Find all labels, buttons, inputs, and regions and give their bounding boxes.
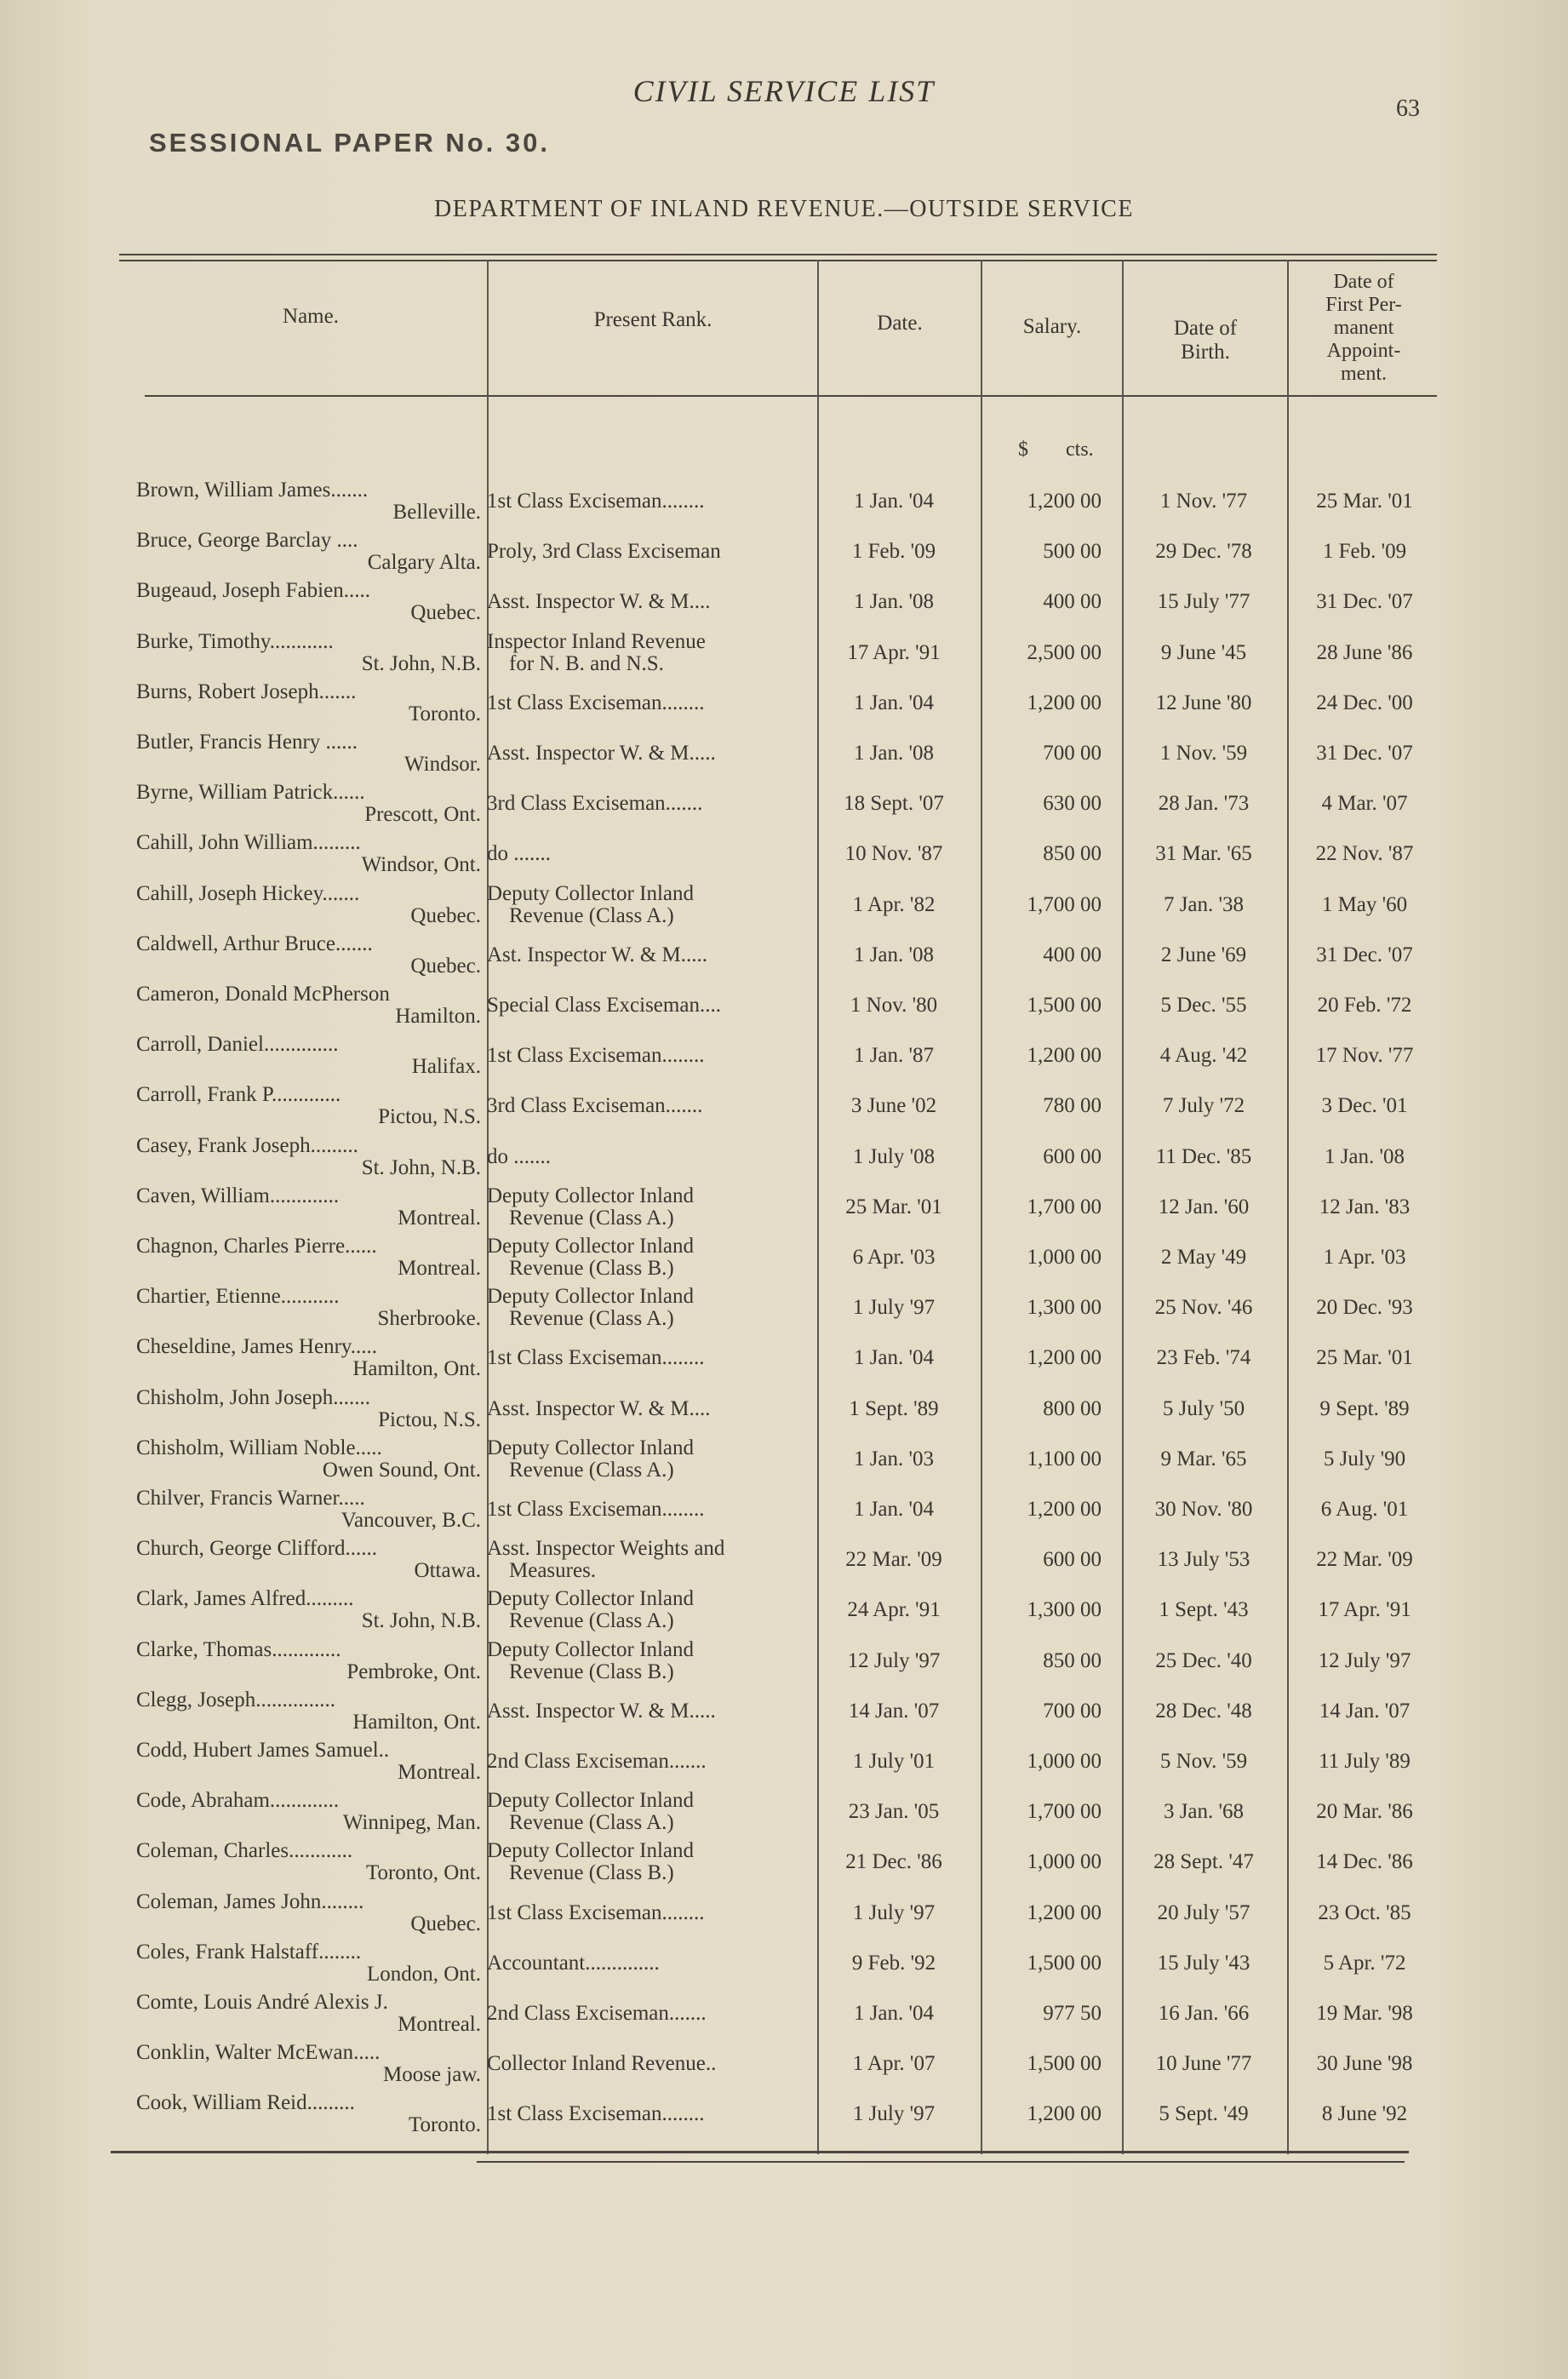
table-row xyxy=(0,1183,1568,1232)
rank-date: 1 July '97 xyxy=(852,2102,936,2126)
first-appointment-date: 12 Jan. '83 xyxy=(1319,1195,1411,1218)
present-rank: 1st Class Exciseman........ xyxy=(487,1498,705,1521)
employee-name: Casey, Frank Joseph......... xyxy=(136,1133,358,1157)
salary: 1,300 00 xyxy=(1027,1598,1102,1622)
first-appointment-date: 1 May '60 xyxy=(1321,892,1408,916)
employee-location: Montreal. xyxy=(398,1257,481,1280)
first-appointment-date: 19 Mar. '98 xyxy=(1316,2002,1413,2025)
present-rank: Deputy Collector Inland xyxy=(487,1285,694,1309)
rank-date: 22 Mar. '09 xyxy=(845,1548,942,1572)
rank-date: 1 Jan. '08 xyxy=(853,742,935,765)
header-bottom-rule xyxy=(145,395,1437,397)
employee-location: Pictou, N.S. xyxy=(378,1105,481,1129)
column-header-first-line: ment. xyxy=(1341,363,1387,385)
date-of-birth: 9 June '45 xyxy=(1160,640,1247,664)
employee-location: Prescott, Ont. xyxy=(364,803,481,827)
first-appointment-date: 23 Oct. '85 xyxy=(1318,1900,1411,1924)
bottom-rule xyxy=(111,2151,1409,2153)
present-rank: 3rd Class Exciseman....... xyxy=(487,1094,703,1118)
column-header-first-line: manent xyxy=(1333,317,1394,339)
rank-date: 1 Jan. '87 xyxy=(853,1044,935,1068)
employee-location: Quebec. xyxy=(410,954,481,977)
rank-date: 1 July '97 xyxy=(852,1296,936,1320)
present-rank: Asst. Inspector W. & M.... xyxy=(487,590,711,614)
employee-name: Chisholm, John Joseph....... xyxy=(136,1385,371,1409)
employee-location: Toronto, Ont. xyxy=(365,1861,481,1885)
present-rank-continued: Revenue (Class A.) xyxy=(509,1307,674,1331)
first-appointment-date: 17 Apr. '91 xyxy=(1318,1598,1411,1622)
employee-name: Chisholm, William Noble..... xyxy=(136,1436,382,1459)
date-of-birth: 7 Jan. '38 xyxy=(1163,892,1245,916)
column-header-first-line: Date of xyxy=(1333,271,1394,293)
column-header-first-line: First Per- xyxy=(1325,294,1402,316)
employee-name: Carroll, Frank P............. xyxy=(136,1083,341,1107)
column-header-date: Date. xyxy=(877,312,923,335)
employee-location: Toronto. xyxy=(408,2113,481,2137)
date-of-birth: 9 Mar. '65 xyxy=(1160,1447,1247,1470)
present-rank-continued: Measures. xyxy=(509,1559,597,1583)
table-row xyxy=(0,1737,1568,1786)
employee-name: Byrne, William Patrick...... xyxy=(136,781,365,805)
employee-location: St. John, N.B. xyxy=(361,651,481,675)
employee-name: Chartier, Etienne........... xyxy=(136,1285,340,1309)
salary: 1,000 00 xyxy=(1027,1750,1102,1773)
rank-date: 1 Apr. '82 xyxy=(852,892,936,916)
rank-date: 18 Sept. '07 xyxy=(844,792,944,816)
salary: 2,500 00 xyxy=(1027,640,1102,664)
first-appointment-date: 31 Dec. '07 xyxy=(1316,742,1413,765)
date-of-birth: 29 Dec. '78 xyxy=(1155,540,1252,564)
rank-date: 1 Jan. '04 xyxy=(853,1498,935,1521)
rank-date: 1 July '08 xyxy=(852,1144,936,1168)
rank-date: 10 Nov. '87 xyxy=(844,842,943,866)
rank-date: 1 Jan. '04 xyxy=(853,490,935,513)
table-row xyxy=(0,2090,1568,2139)
table-row xyxy=(0,577,1568,627)
employee-name: Burke, Timothy............ xyxy=(136,629,334,653)
salary: 600 00 xyxy=(1043,1144,1102,1168)
date-of-birth: 23 Feb. '74 xyxy=(1156,1346,1251,1370)
table-row xyxy=(0,1535,1568,1585)
present-rank-continued: Revenue (Class A.) xyxy=(509,1458,674,1482)
present-rank: 1st Class Exciseman........ xyxy=(487,1900,705,1924)
cents-label: cts. xyxy=(1066,439,1094,461)
date-of-birth: 1 Nov. '77 xyxy=(1159,490,1248,513)
table-row xyxy=(0,981,1568,1030)
date-of-birth: 13 July '53 xyxy=(1157,1548,1250,1572)
date-of-birth: 1 Sept. '43 xyxy=(1159,1598,1249,1622)
salary: 1,700 00 xyxy=(1027,892,1102,916)
employee-name: Codd, Hubert James Samuel.. xyxy=(136,1739,390,1762)
date-of-birth: 5 Dec. '55 xyxy=(1160,994,1247,1017)
present-rank: Asst. Inspector W. & M..... xyxy=(487,1699,716,1723)
employee-name: Comte, Louis André Alexis J. xyxy=(136,1991,388,2014)
rank-date: 17 Apr. '91 xyxy=(847,640,941,664)
salary: 977 50 xyxy=(1043,2002,1102,2025)
present-rank-continued: Revenue (Class B.) xyxy=(509,1861,674,1885)
employee-location: Quebec. xyxy=(410,903,481,927)
rank-date: 25 Mar. '01 xyxy=(845,1195,942,1218)
salary: 1,500 00 xyxy=(1027,1951,1102,1975)
first-appointment-date: 4 Mar. '07 xyxy=(1321,792,1408,816)
first-appointment-date: 14 Dec. '86 xyxy=(1316,1850,1413,1874)
column-header-birth xyxy=(1124,317,1287,364)
date-of-birth: 7 July '72 xyxy=(1162,1094,1245,1118)
present-rank-continued: Revenue (Class A.) xyxy=(509,1811,674,1835)
date-of-birth: 12 June '80 xyxy=(1155,691,1252,714)
rank-date: 1 July '97 xyxy=(852,1900,936,1924)
table-row xyxy=(0,1132,1568,1182)
present-rank: Deputy Collector Inland xyxy=(487,1587,694,1611)
employee-location: Belleville. xyxy=(392,501,481,524)
employee-location: Hamilton, Ont. xyxy=(352,1357,481,1381)
first-appointment-date: 31 Dec. '07 xyxy=(1316,943,1413,966)
present-rank: Deputy Collector Inland xyxy=(487,881,694,905)
table-row xyxy=(0,1485,1568,1534)
column-header-first-line: Appoint- xyxy=(1326,340,1401,362)
employee-name: Brown, William James....... xyxy=(136,479,369,502)
rank-date: 1 July '01 xyxy=(852,1750,936,1773)
employee-name: Cahill, John William......... xyxy=(136,831,361,855)
date-of-birth: 28 Sept. '47 xyxy=(1153,1850,1254,1874)
first-appointment-date: 1 Jan. '08 xyxy=(1324,1144,1405,1168)
table-row xyxy=(0,1989,1568,2038)
present-rank: Deputy Collector Inland xyxy=(487,1789,694,1813)
first-appointment-date: 20 Dec. '93 xyxy=(1316,1296,1413,1320)
employee-name: Clarke, Thomas............. xyxy=(136,1637,341,1661)
date-of-birth: 2 May '49 xyxy=(1160,1246,1247,1269)
present-rank: 1st Class Exciseman........ xyxy=(487,1044,705,1068)
rank-date: 12 July '97 xyxy=(847,1648,941,1672)
first-appointment-date: 1 Apr. '03 xyxy=(1323,1246,1406,1269)
bottom-rule-second xyxy=(477,2161,1405,2163)
present-rank: Deputy Collector Inland xyxy=(487,1839,694,1863)
present-rank: Asst. Inspector W. & M.... xyxy=(487,1396,711,1420)
table-row xyxy=(0,880,1568,930)
salary: 1,100 00 xyxy=(1027,1447,1102,1470)
salary: 1,200 00 xyxy=(1027,490,1102,513)
salary: 1,500 00 xyxy=(1027,2052,1102,2076)
rank-date: 1 Nov. '80 xyxy=(850,994,938,1017)
date-of-birth: 31 Mar. '65 xyxy=(1155,842,1252,866)
first-appointment-date: 8 June '92 xyxy=(1321,2102,1408,2126)
employee-name: Bruce, George Barclay .... xyxy=(136,529,358,553)
present-rank: do ....... xyxy=(487,842,551,866)
present-rank: Deputy Collector Inland xyxy=(487,1184,694,1207)
rank-date: 1 Feb. '09 xyxy=(851,540,936,564)
present-rank-continued: Revenue (Class A.) xyxy=(509,903,674,927)
date-of-birth: 12 Jan. '60 xyxy=(1158,1195,1250,1218)
first-appointment-date: 6 Aug. '01 xyxy=(1320,1498,1409,1521)
employee-location: Sherbrooke. xyxy=(377,1307,481,1331)
employee-location: Montreal. xyxy=(398,1761,481,1784)
present-rank: 2nd Class Exciseman....... xyxy=(487,2002,707,2025)
salary: 500 00 xyxy=(1043,540,1102,564)
salary: 700 00 xyxy=(1043,742,1102,765)
salary: 700 00 xyxy=(1043,1699,1102,1723)
date-of-birth: 5 Nov. '59 xyxy=(1159,1750,1248,1773)
table-row xyxy=(0,527,1568,576)
first-appointment-date: 1 Feb. '09 xyxy=(1322,540,1407,564)
salary: 1,200 00 xyxy=(1027,1044,1102,1068)
table-row xyxy=(0,1787,1568,1837)
present-rank: 3rd Class Exciseman....... xyxy=(487,792,703,816)
present-rank-continued: Revenue (Class B.) xyxy=(509,1660,674,1683)
employee-location: Toronto. xyxy=(408,702,481,725)
salary: 1,700 00 xyxy=(1027,1800,1102,1824)
rank-date: 1 Jan. '03 xyxy=(853,1447,935,1470)
rank-date: 23 Jan. '05 xyxy=(848,1800,940,1824)
employee-location: Quebec. xyxy=(410,1912,481,1935)
salary: 850 00 xyxy=(1043,842,1102,866)
salary: 1,200 00 xyxy=(1027,1900,1102,1924)
top-rule-second xyxy=(119,260,1437,261)
employee-name: Caldwell, Arthur Bruce....... xyxy=(136,932,373,955)
employee-location: Ottawa. xyxy=(414,1559,481,1583)
column-header-birth-line: Date of xyxy=(1173,317,1238,340)
present-rank: 1st Class Exciseman........ xyxy=(487,2102,705,2126)
employee-name: Burns, Robert Joseph....... xyxy=(136,679,357,703)
date-of-birth: 15 July '43 xyxy=(1157,1951,1250,1975)
present-rank: 1st Class Exciseman........ xyxy=(487,1346,705,1370)
table-row xyxy=(0,1435,1568,1484)
employee-name: Caven, William............. xyxy=(136,1184,340,1207)
employee-location: Winnipeg, Man. xyxy=(342,1811,481,1835)
first-appointment-date: 5 July '90 xyxy=(1323,1447,1406,1470)
salary: 800 00 xyxy=(1043,1396,1102,1420)
table-row xyxy=(0,1837,1568,1887)
employee-name: Butler, Francis Henry ...... xyxy=(136,731,358,754)
table-row xyxy=(0,1585,1568,1635)
rank-date: 1 Jan. '04 xyxy=(853,1346,935,1370)
table-row xyxy=(0,1283,1568,1333)
salary: 1,200 00 xyxy=(1027,1498,1102,1521)
present-rank: Collector Inland Revenue.. xyxy=(487,2052,717,2076)
date-of-birth: 5 Sept. '49 xyxy=(1159,2102,1249,2126)
present-rank: 1st Class Exciseman........ xyxy=(487,691,705,714)
first-appointment-date: 28 June '86 xyxy=(1316,640,1413,664)
date-of-birth: 4 Aug. '42 xyxy=(1159,1044,1248,1068)
sessional-paper-label: SESSIONAL PAPER No. 30. xyxy=(149,128,550,158)
present-rank-continued: Revenue (Class A.) xyxy=(509,1206,674,1230)
date-of-birth: 30 Nov. '80 xyxy=(1154,1498,1253,1521)
rank-date: 1 Jan. '04 xyxy=(853,2002,935,2025)
salary: 1,700 00 xyxy=(1027,1195,1102,1218)
dollar-label: $ xyxy=(1018,439,1028,461)
salary: 1,200 00 xyxy=(1027,2102,1102,2126)
present-rank: Deputy Collector Inland xyxy=(487,1235,694,1258)
rank-date: 1 Sept. '89 xyxy=(849,1396,939,1420)
present-rank: Accountant.............. xyxy=(487,1951,660,1975)
present-rank-continued: Revenue (Class B.) xyxy=(509,1257,674,1280)
rank-date: 14 Jan. '07 xyxy=(848,1699,940,1723)
column-header-first-appointment xyxy=(1289,271,1439,386)
first-appointment-date: 20 Feb. '72 xyxy=(1317,994,1412,1017)
first-appointment-date: 3 Dec. '01 xyxy=(1321,1094,1408,1118)
salary: 850 00 xyxy=(1043,1648,1102,1672)
first-appointment-date: 9 Sept. '89 xyxy=(1319,1396,1410,1420)
employee-name: Clark, James Alfred......... xyxy=(136,1587,354,1611)
salary: 600 00 xyxy=(1043,1548,1102,1572)
first-appointment-date: 20 Mar. '86 xyxy=(1316,1800,1413,1824)
date-of-birth: 15 July '77 xyxy=(1157,590,1250,614)
salary: 1,300 00 xyxy=(1027,1296,1102,1320)
employee-name: Conklin, Walter McEwan..... xyxy=(136,2041,381,2065)
table-row xyxy=(0,1031,1568,1081)
employee-location: Hamilton, Ont. xyxy=(352,1710,481,1734)
table-row xyxy=(0,628,1568,678)
date-of-birth: 5 July '50 xyxy=(1162,1396,1245,1420)
employee-name: Cook, William Reid......... xyxy=(136,2091,355,2115)
table-row xyxy=(0,1384,1568,1434)
salary: 1,000 00 xyxy=(1027,1246,1102,1269)
salary: 1,200 00 xyxy=(1027,691,1102,714)
table-row xyxy=(0,1081,1568,1131)
table-row xyxy=(0,1939,1568,1988)
table-row xyxy=(0,1687,1568,1736)
rank-date: 9 Feb. '92 xyxy=(851,1951,936,1975)
employee-name: Cahill, Joseph Hickey....... xyxy=(136,881,360,905)
first-appointment-date: 31 Dec. '07 xyxy=(1316,590,1413,614)
table-row xyxy=(0,1637,1568,1686)
first-appointment-date: 11 July '89 xyxy=(1319,1750,1411,1773)
rank-date: 24 Apr. '91 xyxy=(847,1598,941,1622)
rank-date: 1 Apr. '07 xyxy=(852,2052,936,2076)
first-appointment-date: 22 Mar. '09 xyxy=(1316,1548,1413,1572)
employee-location: Halifax. xyxy=(411,1055,481,1079)
employee-name: Chilver, Francis Warner..... xyxy=(136,1487,365,1510)
present-rank: Asst. Inspector Weights and xyxy=(487,1537,725,1561)
employee-location: Montreal. xyxy=(398,2013,481,2036)
rank-date: 1 Jan. '08 xyxy=(853,943,935,966)
first-appointment-date: 22 Nov. '87 xyxy=(1315,842,1414,866)
salary: 780 00 xyxy=(1043,1094,1102,1118)
first-appointment-date: 14 Jan. '07 xyxy=(1319,1699,1411,1723)
employee-name: Carroll, Daniel.............. xyxy=(136,1033,339,1057)
date-of-birth: 10 June '77 xyxy=(1155,2052,1252,2076)
department-heading: DEPARTMENT OF INLAND REVENUE.—OUTSIDE SERVICE xyxy=(434,196,1134,222)
salary: 400 00 xyxy=(1043,943,1102,966)
column-header-birth-line: Birth. xyxy=(1181,341,1230,364)
rank-date: 21 Dec. '86 xyxy=(845,1850,942,1874)
employee-name: Code, Abraham............. xyxy=(136,1789,340,1813)
present-rank: 1st Class Exciseman........ xyxy=(487,490,705,513)
column-header-name: Name. xyxy=(283,305,339,328)
present-rank: Deputy Collector Inland xyxy=(487,1436,694,1459)
employee-location: Calgary Alta. xyxy=(367,551,481,575)
column-header-salary: Salary. xyxy=(1022,315,1082,338)
employee-name: Clegg, Joseph............... xyxy=(136,1688,336,1711)
first-appointment-date: 5 Apr. '72 xyxy=(1323,1951,1406,1975)
date-of-birth: 3 Jan. '68 xyxy=(1163,1800,1245,1824)
date-of-birth: 25 Nov. '46 xyxy=(1154,1296,1253,1320)
date-of-birth: 25 Dec. '40 xyxy=(1155,1648,1252,1672)
first-appointment-date: 30 June '98 xyxy=(1316,2052,1413,2076)
first-appointment-date: 12 July '97 xyxy=(1318,1648,1411,1672)
employee-location: Pictou, N.S. xyxy=(378,1407,481,1431)
table-row xyxy=(0,779,1568,828)
top-rule xyxy=(119,254,1437,255)
rank-date: 3 June '02 xyxy=(850,1094,937,1118)
date-of-birth: 11 Dec. '85 xyxy=(1155,1144,1252,1168)
employee-name: Coles, Frank Halstaff........ xyxy=(136,1940,362,1963)
employee-location: London, Ont. xyxy=(366,1962,481,1986)
first-appointment-date: 24 Dec. '00 xyxy=(1316,691,1413,714)
employee-location: Moose jaw. xyxy=(382,2063,481,2087)
employee-name: Bugeaud, Joseph Fabien..... xyxy=(136,579,370,603)
employee-location: Windsor, Ont. xyxy=(361,853,481,877)
date-of-birth: 2 June '69 xyxy=(1160,943,1247,966)
present-rank: Inspector Inland Revenue xyxy=(487,629,706,653)
running-title: CIVIL SERVICE LIST xyxy=(632,74,936,108)
employee-location: Quebec. xyxy=(410,601,481,625)
page-number: 63 xyxy=(1396,95,1420,122)
present-rank-continued: Revenue (Class A.) xyxy=(509,1609,674,1633)
salary: 400 00 xyxy=(1043,590,1102,614)
column-header-rank: Present Rank. xyxy=(593,308,712,331)
employee-location: Hamilton. xyxy=(395,1005,481,1028)
salary: 1,500 00 xyxy=(1027,994,1102,1017)
table-row xyxy=(0,829,1568,879)
table-row xyxy=(0,1889,1568,1938)
employee-location: St. John, N.B. xyxy=(361,1609,481,1633)
employee-name: Cheseldine, James Henry..... xyxy=(136,1335,378,1359)
present-rank: Proly, 3rd Class Exciseman xyxy=(487,540,721,564)
salary: 1,200 00 xyxy=(1027,1346,1102,1370)
rank-date: 1 Jan. '08 xyxy=(853,590,935,614)
present-rank: Asst. Inspector W. & M..... xyxy=(487,742,716,765)
employee-name: Church, George Clifford...... xyxy=(136,1537,378,1561)
employee-name: Cameron, Donald McPherson xyxy=(136,983,390,1006)
present-rank: Deputy Collector Inland xyxy=(487,1637,694,1661)
present-rank: do ....... xyxy=(487,1144,551,1168)
salary: 1,000 00 xyxy=(1027,1850,1102,1874)
date-of-birth: 28 Dec. '48 xyxy=(1155,1699,1252,1723)
date-of-birth: 28 Jan. '73 xyxy=(1158,792,1250,816)
table-row xyxy=(0,729,1568,778)
present-rank: Ast. Inspector W. & M..... xyxy=(487,943,708,966)
employee-location: Montreal. xyxy=(398,1206,481,1230)
rank-date: 6 Apr. '03 xyxy=(852,1246,936,1269)
employee-name: Chagnon, Charles Pierre...... xyxy=(136,1235,377,1258)
first-appointment-date: 17 Nov. '77 xyxy=(1315,1044,1414,1068)
employee-location: Pembroke, Ont. xyxy=(346,1660,481,1683)
date-of-birth: 1 Nov. '59 xyxy=(1159,742,1248,765)
employee-name: Coleman, James John........ xyxy=(136,1889,364,1913)
table-row xyxy=(0,1233,1568,1282)
present-rank: 2nd Class Exciseman....... xyxy=(487,1750,707,1773)
date-of-birth: 16 Jan. '66 xyxy=(1158,2002,1250,2025)
date-of-birth: 20 July '57 xyxy=(1157,1900,1250,1924)
table-row xyxy=(0,1333,1568,1383)
table-row xyxy=(0,477,1568,526)
present-rank-continued: for N. B. and N.S. xyxy=(509,651,664,675)
first-appointment-date: 25 Mar. '01 xyxy=(1316,1346,1413,1370)
table-row xyxy=(0,931,1568,980)
employee-location: Vancouver, B.C. xyxy=(340,1509,481,1532)
present-rank: Special Class Exciseman.... xyxy=(487,994,721,1017)
table-row xyxy=(0,679,1568,728)
employee-name: Coleman, Charles............ xyxy=(136,1839,353,1863)
rank-date: 1 Jan. '04 xyxy=(853,691,935,714)
salary: 630 00 xyxy=(1043,792,1102,816)
employee-location: Windsor. xyxy=(404,753,481,776)
table-row xyxy=(0,2039,1568,2089)
first-appointment-date: 25 Mar. '01 xyxy=(1316,490,1413,513)
employee-location: St. John, N.B. xyxy=(361,1155,481,1179)
employee-location: Owen Sound, Ont. xyxy=(322,1458,481,1482)
